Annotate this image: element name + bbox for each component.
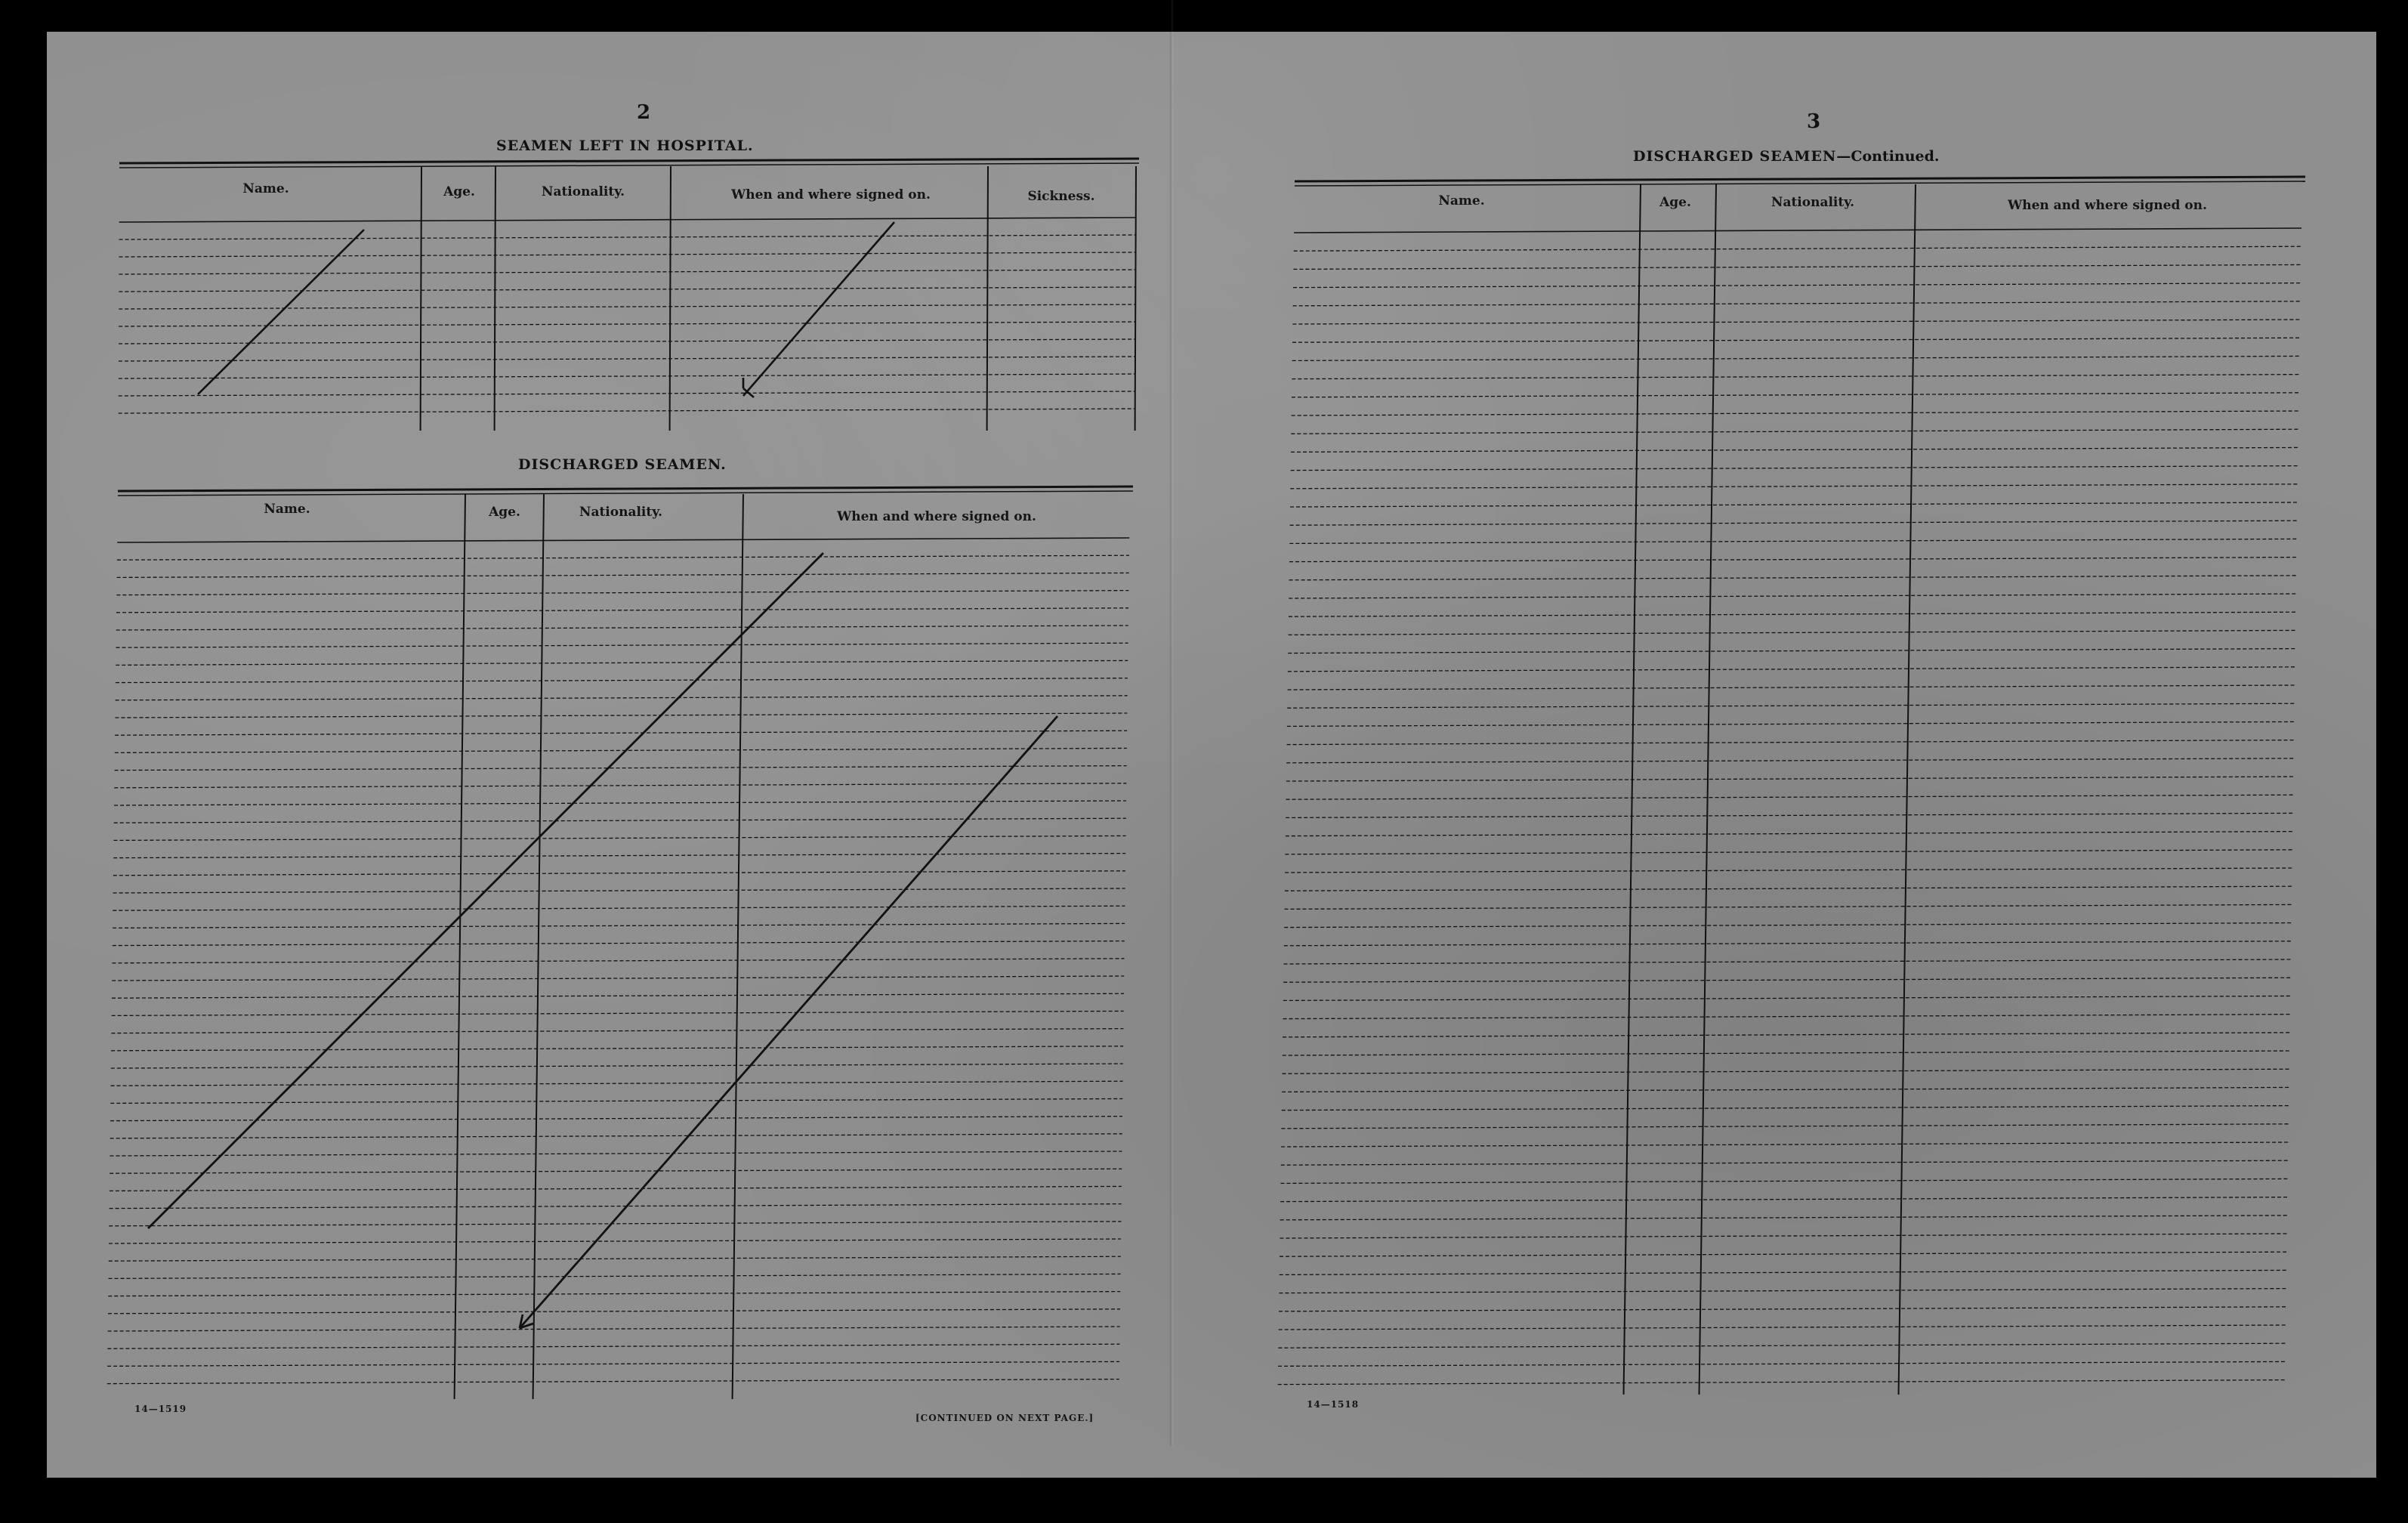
continued-table-row-line <box>1293 264 2301 269</box>
continued-table-row-line <box>1286 777 2294 781</box>
continued-table-header-rule <box>1294 228 2301 233</box>
discharged-table-row-line <box>109 1222 1121 1226</box>
continued-table-row-line <box>1291 447 2298 452</box>
continued-table-row-line <box>1294 246 2301 251</box>
discharged-table-row-line <box>112 976 1124 981</box>
continued-table-row-line <box>1291 429 2298 434</box>
discharged-table-row-line <box>115 766 1127 771</box>
discharged-table-row-line <box>111 1081 1123 1086</box>
continued-table-row-line <box>1292 375 2299 379</box>
continued-table-row-line <box>1282 1106 2289 1111</box>
continued-table-row-line <box>1289 594 2296 598</box>
discharged-table-row-line <box>112 1011 1124 1015</box>
continued-table-row-line <box>1292 356 2300 360</box>
continued-table-row-line <box>1278 1380 2286 1385</box>
continued-table-row-line <box>1282 1087 2289 1092</box>
continued-table-row-line <box>1292 411 2299 416</box>
discharged-table-row-line <box>113 871 1125 876</box>
continued-table-row-line <box>1292 338 2300 342</box>
discharged-table-row-line <box>111 1029 1123 1033</box>
hospital-table-row-line <box>119 270 1135 274</box>
discharged-continued-suffix: —Continued. <box>1836 148 1940 165</box>
discharged-table-row-line <box>107 1344 1119 1348</box>
continued-table-row-line <box>1290 484 2298 489</box>
continued-table-row-line <box>1287 740 2295 745</box>
continued-table-row-line <box>1278 1361 2286 1366</box>
discharged-table-col-divider <box>533 494 544 1399</box>
cancel-stroke <box>520 716 1057 1328</box>
continued-table-row-line <box>1283 959 2291 964</box>
continued-table-row-line <box>1289 558 2297 562</box>
continued-table-row-line <box>1282 1069 2289 1074</box>
continued-table-row-line <box>1291 466 2298 471</box>
continued-table-row-line <box>1286 813 2293 817</box>
continued-table-top-rule-2 <box>1295 181 2305 186</box>
continued-table-row-line <box>1281 1124 2289 1129</box>
continued-table-row-line <box>1280 1197 2288 1202</box>
discharged-table-row-line <box>107 1361 1119 1366</box>
continued-table-row-line <box>1283 996 2291 1000</box>
hospital-table-top-rule-2 <box>119 163 1139 168</box>
continued-table-row-line <box>1281 1160 2289 1165</box>
page-number-right: 3 <box>1807 110 1821 133</box>
hospital-table-row-line <box>119 391 1135 396</box>
discharged-table-row-line <box>117 555 1129 560</box>
continued-table-row-line <box>1279 1307 2286 1311</box>
discharged-table-row-line <box>108 1309 1120 1314</box>
discharged-table-header-rule <box>117 538 1129 542</box>
discharged-table-row-line <box>113 923 1125 928</box>
continued-table-col-divider <box>1699 184 1716 1395</box>
discharged-table-row-line <box>113 888 1125 893</box>
continued-col-signed-on: When and where signed on. <box>2008 198 2207 213</box>
hospital-table-col-divider <box>670 166 671 431</box>
continued-table-row-line <box>1283 1015 2290 1019</box>
discharged-table-row-line <box>114 818 1126 823</box>
hospital-table-row-line <box>119 357 1135 361</box>
hospital-col-age: Age. <box>443 184 475 199</box>
discharged-table-row-line <box>116 643 1128 647</box>
continued-table-row-line <box>1287 721 2295 726</box>
discharged-section-title: DISCHARGED SEAMEN. <box>518 456 727 473</box>
continued-table-row-line <box>1286 795 2294 799</box>
discharged-table-row-line <box>110 1186 1122 1191</box>
discharged-table-row-line <box>108 1327 1120 1331</box>
hospital-table-row-line <box>119 287 1135 292</box>
cancel-stroke <box>148 553 823 1228</box>
continued-table-col-divider <box>1899 184 1916 1395</box>
discharged-table-row-line <box>109 1256 1121 1261</box>
continued-table-row-line <box>1283 1051 2290 1055</box>
continued-table-row-line <box>1286 758 2294 763</box>
discharged-table-row-line <box>110 1151 1122 1156</box>
discharged-table-row-line <box>111 1046 1123 1051</box>
hospital-col-name: Name. <box>242 181 289 196</box>
continued-table-row-line <box>1280 1270 2287 1274</box>
hospital-col-nationality: Nationality. <box>541 184 625 199</box>
discharged-table-row-line <box>110 1134 1122 1138</box>
discharged-table-row-line <box>116 608 1128 613</box>
discharged-table-row-line <box>109 1239 1121 1243</box>
discharged-table-row-line <box>110 1098 1122 1103</box>
hospital-table-row-line <box>119 252 1136 257</box>
discharged-col-age: Age. <box>489 505 520 520</box>
continued-table-row-line <box>1287 703 2295 708</box>
hospital-table-row-line <box>119 374 1135 378</box>
discharged-table-row-line <box>116 696 1128 700</box>
form-code-left: 14—1519 <box>134 1404 187 1414</box>
hospital-table-header-rule <box>119 218 1136 222</box>
continued-table-row-line <box>1289 630 2296 635</box>
continued-table-row-line <box>1289 612 2296 616</box>
continued-table-row-line <box>1290 521 2298 525</box>
discharged-table-row-line <box>113 941 1125 946</box>
continued-col-nationality: Nationality. <box>1770 195 1855 210</box>
discharged-table-row-line <box>116 660 1128 665</box>
continued-col-age: Age. <box>1659 195 1691 210</box>
discharged-table-row-line <box>116 626 1128 630</box>
continued-table-row-line <box>1280 1216 2288 1220</box>
continued-table-col-divider <box>1624 184 1641 1395</box>
hospital-col-signed-on: When and where signed on. <box>731 187 931 202</box>
cancel-stroke <box>198 230 364 394</box>
cancel-stroke <box>743 222 894 396</box>
discharged-table-top-rule-2 <box>118 491 1133 496</box>
continued-table-row-line <box>1278 1343 2286 1348</box>
page-number-left: 2 <box>637 101 651 124</box>
continued-table-row-line <box>1284 941 2292 946</box>
continued-table-row-line <box>1292 393 2299 397</box>
hospital-table-col-divider <box>1135 166 1136 431</box>
continued-table-row-line <box>1279 1289 2286 1293</box>
continued-table-row-line <box>1286 832 2293 836</box>
discharged-table-row-line <box>115 748 1127 752</box>
discharged-table-row-line <box>114 801 1126 805</box>
discharged-table-row-line <box>116 678 1128 683</box>
discharged-table-col-divider <box>455 494 465 1399</box>
continued-table-row-line <box>1285 868 2292 873</box>
discharged-table-row-line <box>113 836 1125 840</box>
continued-table-row-line <box>1284 923 2292 928</box>
continued-table-row-line <box>1279 1325 2286 1330</box>
continued-table-row-line <box>1283 1033 2290 1037</box>
continued-table-top-rule <box>1295 177 2305 181</box>
continued-table-row-line <box>1285 886 2292 891</box>
continued-table-row-line <box>1289 539 2297 543</box>
discharged-table-row-line <box>113 854 1125 858</box>
discharged-table-row-line <box>110 1117 1122 1121</box>
discharged-col-name: Name. <box>264 502 310 517</box>
discharged-table-col-divider <box>733 494 743 1399</box>
continued-table-row-line <box>1289 576 2297 580</box>
continued-table-row-line <box>1288 667 2295 672</box>
discharged-table-top-rule <box>118 487 1133 491</box>
hospital-table-row-line <box>119 339 1135 344</box>
continued-col-name: Name. <box>1438 193 1485 209</box>
discharged-table-row-line <box>117 573 1129 577</box>
discharged-table-row-line <box>113 959 1125 963</box>
discharged-table-row-line <box>113 906 1125 910</box>
discharged-table-row-line <box>110 1169 1122 1173</box>
discharged-table-row-line <box>108 1292 1120 1296</box>
discharged-table-row-line <box>115 731 1127 735</box>
continued-table-row-line <box>1286 850 2293 854</box>
discharged-table-row-line <box>111 1064 1123 1068</box>
discharged-continued-title-main: DISCHARGED SEAMEN <box>1633 148 1837 165</box>
discharged-table-row-line <box>108 1274 1120 1278</box>
continued-note: [CONTINUED ON NEXT PAGE.] <box>915 1413 1094 1423</box>
continued-table-row-line <box>1290 502 2298 507</box>
discharged-table-row-line <box>107 1379 1119 1384</box>
continued-table-row-line <box>1293 301 2301 306</box>
continued-table-row-line <box>1293 283 2301 288</box>
discharged-table-row-line <box>110 1204 1122 1209</box>
hospital-section-title: SEAMEN LEFT IN HOSPITAL. <box>496 137 754 154</box>
hospital-table-col-divider <box>987 166 988 431</box>
discharged-col-nationality: Nationality. <box>579 505 663 520</box>
continued-table-row-line <box>1281 1142 2289 1147</box>
hospital-table-top-rule <box>119 159 1139 163</box>
form-code-right: 14—1518 <box>1307 1399 1360 1410</box>
hospital-col-sickness: Sickness. <box>1027 189 1095 204</box>
continued-table-row-line <box>1285 904 2292 909</box>
continued-table-row-line <box>1280 1179 2288 1183</box>
discharged-table-row-line <box>115 713 1127 718</box>
discharged-table-row-line <box>114 783 1126 788</box>
continued-table-row-line <box>1292 320 2300 324</box>
discharged-continued-title <box>1633 148 1940 165</box>
hospital-table-row-line <box>119 304 1135 309</box>
continued-table-row-line <box>1280 1234 2287 1238</box>
continued-table-row-line <box>1280 1252 2287 1256</box>
hospital-table-row-line <box>119 409 1135 413</box>
continued-table-row-line <box>1288 649 2295 653</box>
hospital-table-row-line <box>119 235 1136 239</box>
continued-table-row-line <box>1288 685 2295 690</box>
discharged-table-row-line <box>112 993 1124 998</box>
discharged-table-row-line <box>116 591 1128 595</box>
discharged-col-signed-on: When and where signed on. <box>837 509 1036 524</box>
continued-table-row-line <box>1283 978 2291 982</box>
